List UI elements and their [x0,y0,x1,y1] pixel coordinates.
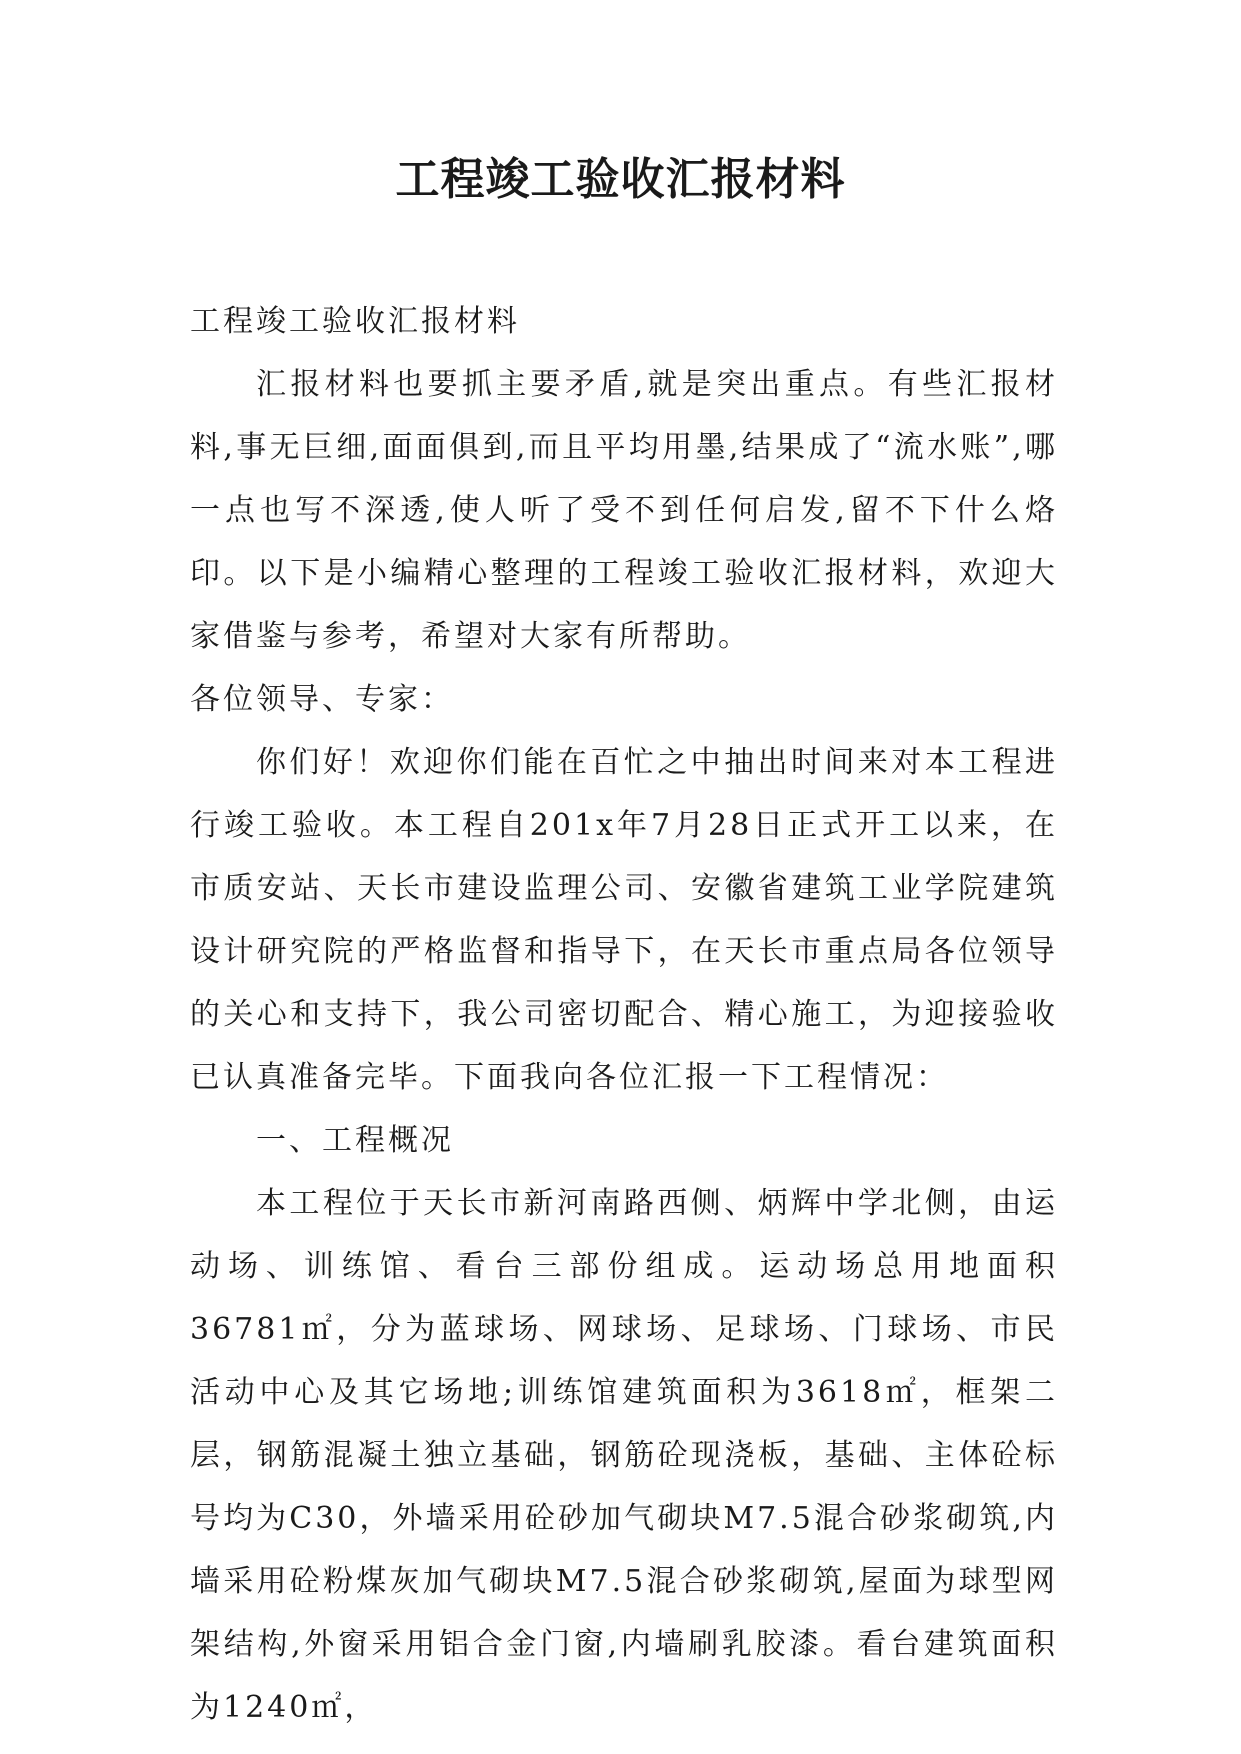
document-body [190,290,1058,1739]
subtitle-paragraph: 工程竣工验收汇报材料 [190,304,520,339]
intro-paragraph: 汇报材料也要抓主要矛盾,就是突出重点。有些汇报材料,事无巨细,面面俱到,而且平均用墨,结果成了“流水账”,哪一点也写不深透,使人听了受不到任何启发,留不下什么烙印。以下是小编精心整理的工程竣工验收汇报材料，欢迎大家借鉴与参考，希望对大家有所帮助。 [190,367,1058,654]
section-heading-overview: 一、工程概况 [256,1123,454,1158]
salutation-paragraph: 各位领导、专家： [190,682,454,717]
overview-paragraph: 本工程位于天长市新河南路西侧、炳辉中学北侧，由运动场、训练馆、看台三部份组成。运动场总用地面积36781㎡，分为蓝球场、网球场、足球场、门球场、市民活动中心及其它场地;训练馆建筑面积为3618㎡，框架二层，钢筋混凝土独立基础，钢筋砼现浇板，基础、主体砼标号均为C30，外墙采用砼砂加气砌块M7.5混合砂浆砌筑,内墙采用砼粉煤灰加气砌块M7.5混合砂浆砌筑,屋面为球型网架结构,外窗采用铝合金门窗,内墙刷乳胶漆。看台建筑面积为1240㎡， [190,1186,1058,1725]
document-title: 工程竣工验收汇报材料 [395,154,846,205]
greeting-paragraph: 你们好！欢迎你们能在百忙之中抽出时间来对本工程进行竣工验收。本工程自201x年7月28日正式开工以来，在市质安站、天长市建设监理公司、安徽省建筑工业学院建筑设计研究院的严格监督和指导下，在天长市重点局各位领导的关心和支持下，我公司密切配合、精心施工，为迎接验收已认真准备完毕。下面我向各位汇报一下工程情况： [190,745,1058,1095]
